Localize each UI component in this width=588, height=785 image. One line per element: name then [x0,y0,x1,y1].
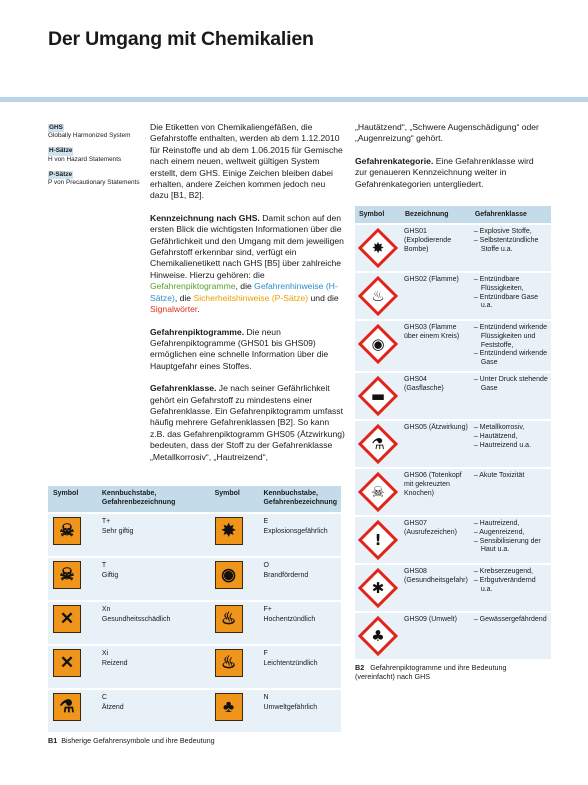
symbol-cell [355,272,401,320]
skull-icon [53,561,81,589]
hazard-class-item [474,324,548,350]
skull-icon [358,472,398,512]
hazard-code: C [101,694,107,701]
intro-paragraph: Die Etiketten von Chemikaliengefäßen, die Gefahrstoffe enthalten, werden ab dem 1.12.2010 für Reinstoffe und ab dem 1.06.2015 für Gemische nach einem neuen, weltweit gültigen System erstellt, dem GHS. Einige Zeichen bleiben dabei erhalten, andere Zeichen kommen jedoch neu dazu [B1, B2]. [150,122,343,201]
symbol-cell [355,468,401,516]
hazard-class-text: Unter Druck stehende Gase [479,375,548,392]
bezeichnung-cell: GHS05 (Ätzwirkung) [401,420,471,468]
table-row [355,612,551,659]
symbol-cell [210,557,259,601]
symbol-cell [48,645,97,689]
bullet-dash: – [473,276,480,283]
skull-icon [53,517,81,545]
symbol-cell [48,557,97,601]
glossary-item-p-saetze [48,171,148,187]
gefahrenklasse-cell [471,516,551,564]
symbol-cell [355,564,401,612]
table-row [355,516,551,564]
b1-header-symbol: Symbol [48,486,97,513]
gefahrenklasse-cell [471,272,551,320]
symbol-cell [210,689,259,732]
table-row [48,557,341,601]
hazard-code: F+ [263,606,272,613]
bullet-dash: – [473,236,480,244]
description-cell [97,557,210,601]
glossary-item-ghs [48,124,148,140]
table-row [355,224,551,272]
hazard-class-item [474,433,548,442]
flame-icon [215,605,243,633]
table-row [355,420,551,468]
hazard-class-item [474,529,548,538]
symbol-cell [210,645,259,689]
glossary-term: GHS [49,124,63,131]
exploding-bomb-icon [358,228,398,268]
pictogram-glyph: ✱ [371,578,385,597]
b2-header-symbol: Symbol [355,206,401,224]
picto-text: Die neun Gefahrenpiktogramme (GHS01 bis GHS09) ermöglichen eine schnelle Information über die Hauptgefahr eines Stoffes. [150,326,329,371]
explosion-icon [215,517,243,545]
ghs-heading: Kennzeichnung nach GHS. [150,212,260,223]
glossary-item-h-saetze [48,147,148,163]
bullet-dash: – [473,567,480,575]
hazard-code: Xi [101,650,109,657]
hazard-code: T+ [101,518,111,525]
hazard-name: Reizend [101,659,128,667]
ghs-sep: , die [235,281,252,292]
glossary-desc: H von Hazard Statements [48,155,122,163]
bezeichnung-cell: GHS04 (Gasflasche) [401,372,471,420]
bullet-dash: – [473,576,480,584]
klasse-heading: Gefahrenklasse. [150,383,217,394]
table-row [48,601,341,645]
hazard-code: O [263,562,269,569]
b1-caption-number: B1 [48,736,58,745]
b1-figure [48,486,341,745]
b2-caption-text: Gefahrenpiktogramme und ihre Bedeutung (vereinfacht) nach GHS [355,662,507,681]
term-sicherheitshinweise: Sicherheitshinweise (P-Sätze) [193,292,309,303]
hazard-class-text: Entzündend wirkende Flüssigkeiten und Feststoffe, [479,324,547,349]
term-signalwoerter: Signalwörter [150,304,198,315]
gefahrenklasse-cell [471,468,551,516]
description-cell [258,689,341,732]
b2-caption [355,663,548,681]
main-text-column [150,122,345,474]
description-cell [97,513,210,557]
hazard-class-item [474,577,548,595]
page-title: Der Umgang mit Chemikalien [48,28,314,50]
environment-icon [358,616,398,656]
pictogram-glyph: ◉ [371,335,385,353]
bezeichnung-cell: GHS03 (Flamme über einem Kreis) [401,320,471,372]
symbol-glyph: ◉ [221,565,236,584]
symbol-glyph: ✸ [221,521,236,540]
hazard-class-text: Entzündbare Gase u.a. [479,293,539,310]
continued-paragraph: „Hautätzend“, „Schwere Augenschädigung“ oder „Augenreizung“ gehört. [355,122,539,144]
flame-icon [358,276,398,316]
hazard-name: Sehr giftig [101,527,134,535]
cross-icon [53,649,81,677]
table-row [48,513,341,557]
bullet-dash: – [473,537,480,545]
symbol-cell [355,224,401,272]
hazard-name: Umweltgefährlich [263,703,318,711]
b2-caption-number: B2 [355,662,365,672]
hazard-class-list [474,376,548,394]
hazard-class-item [474,376,548,394]
gas-cylinder-icon [358,376,398,416]
symbol-glyph: ♨ [220,653,237,672]
b1-caption-text: Bisherige Gefahrensymbole und ihre Bedeutung [61,736,215,745]
b2-header-bezeichnung: Bezeichnung [401,206,471,224]
cross-icon [53,605,81,633]
table-row [355,272,551,320]
symbol-cell [210,513,259,557]
symbol-cell [355,320,401,372]
description-cell [258,513,341,557]
hazard-class-text: Hautreizend u.a. [479,441,532,449]
hazard-class-item [474,538,548,556]
hazard-class-item [474,294,548,312]
symbol-cell [355,612,401,659]
bullet-dash: – [473,441,480,449]
hazard-name: Hochentzündlich [263,615,316,623]
symbol-glyph: ♨ [220,609,237,628]
exclamation-icon [358,520,398,560]
hazard-class-text: Augenreizend, [479,528,525,536]
bullet-dash: – [473,350,480,358]
kategorie-heading: Gefahrenkategorie. [355,155,434,166]
pictogram-glyph: ☠ [371,482,385,501]
symbol-glyph: ♣ [223,697,235,716]
pictogram-glyph: ⚗ [371,434,385,453]
hazard-class-list [474,520,548,555]
health-hazard-icon [358,568,398,608]
flame-over-circle-icon [358,324,398,364]
table-row [48,645,341,689]
hazard-class-text: Krebserzeugend, [479,567,533,575]
symbol-cell [48,601,97,645]
environment-icon [215,693,243,721]
description-cell [97,601,210,645]
pictogram-glyph: ✸ [371,239,385,257]
hazard-class-text: Hautätzend, [479,432,518,440]
description-cell [97,689,210,732]
right-text-column [355,122,545,201]
symbol-glyph: ✕ [59,653,75,672]
gefahrenklasse-cell [471,224,551,272]
ghs-sep: und die [310,292,339,303]
bezeichnung-cell: GHS06 (Totenkopf mit gekreuzten Knochen) [401,468,471,516]
kategorie-text: Eine Gefahrenklasse wird zur genaueren Kennzeichnung weiter in Gefahrenkategorien untergliedert. [355,155,534,189]
symbol-glyph: ✕ [59,609,75,628]
hazard-class-list [474,228,548,254]
bullet-dash: – [473,228,480,235]
hazard-class-text: Hautreizend, [479,519,520,527]
b1-caption [48,736,341,745]
gefahrenklasse-cell [471,420,551,468]
bullet-dash: – [473,615,480,623]
hazard-class-item [474,276,548,294]
hazard-class-text: Gewässergefährdend [479,615,547,623]
flame-icon [215,649,243,677]
bullet-dash: – [473,528,480,536]
b2-header-gefahrenklasse: Gefahrenklasse [471,206,551,224]
gefahrenklasse-cell [471,320,551,372]
hazard-class-item [474,237,548,255]
bezeichnung-cell: GHS02 (Flamme) [401,272,471,320]
description-cell [97,645,210,689]
kategorie-paragraph [355,156,545,190]
hazard-class-item [474,520,548,529]
bullet-dash: – [473,519,480,527]
hazard-name: Gesundheitsschädlich [101,615,171,623]
ghs-sep: , die [174,292,192,303]
hazard-class-item [474,350,548,368]
picto-heading: Gefahrenpiktogramme. [150,326,245,337]
pictogram-glyph: ♣ [371,626,385,645]
hazard-class-text: Erbgutverändernd u.a. [479,576,536,593]
hazard-name: Brandfördernd [263,571,309,579]
hazard-class-item [474,424,548,433]
symbol-glyph: ⚗ [59,697,75,716]
hazard-class-item [474,442,548,451]
hazard-name: Explosionsgefährlich [263,527,328,535]
description-cell [258,557,341,601]
flame-over-circle-icon [215,561,243,589]
bezeichnung-cell: GHS07 (Ausrufezeichen) [401,516,471,564]
table-row [48,689,341,732]
bezeichnung-cell: GHS08 (Gesundheitsgefahr) [401,564,471,612]
header-divider [0,97,588,102]
hazard-class-text: Akute Toxizität [479,471,525,479]
hazard-class-list [474,616,548,625]
hazard-name: Leichtentzündlich [263,659,318,667]
bullet-dash: – [473,423,480,431]
b1-header-symbol: Symbol [210,486,259,513]
symbol-glyph: ☠ [59,521,75,540]
hazard-code: T [101,562,107,569]
hazard-class-list [474,276,548,311]
hazard-class-item [474,472,548,481]
ghs-paragraph [150,213,345,316]
b1-header-description: Kennbuchstabe, Gefahrenbezeichnung [258,486,341,513]
hazard-name: Giftig [101,571,119,579]
hazard-class-text: Metallkorrosiv, [479,423,525,431]
hazard-code: Xn [101,606,111,613]
symbol-glyph: ☠ [59,565,75,584]
symbol-cell [355,516,401,564]
bezeichnung-cell: GHS09 (Umwelt) [401,612,471,659]
gefahrenklasse-cell [471,564,551,612]
symbol-cell [210,601,259,645]
table-row [355,468,551,516]
gefahrenklasse-cell [471,372,551,420]
hazard-class-text: Sensibilisierung der Haut u.a. [479,537,541,554]
pictogram-glyph: ! [374,530,382,549]
term-gefahrenhinweise: Gefahrenhinweise (H-Sätze) [150,281,338,303]
bullet-dash: – [473,432,480,440]
hazard-class-text: Selbstentzündliche Stoffe u.a. [479,236,539,253]
symbol-cell [355,372,401,420]
hazard-code: N [263,694,269,701]
table-row [355,320,551,372]
gefahrenklasse-cell [471,612,551,659]
table-row [355,564,551,612]
bullet-dash: – [473,375,480,383]
klasse-text: Je nach seiner Gefährlichkeit gehört ein Gefahrstoff zu mindestens einer Gefahrenklasse. Ein Gefahrenpiktogramm umfasst häufig mehrere Gefahrenklassen [B2]. So kann z.B. das Gefahrenpiktogramm GHS05 (Ätzwirkung) bedeuten, dass der Stoff zu der Gefahrenklasse „Metallkorrosiv“, „Hautreizend“, [150,383,345,462]
bullet-dash: – [473,324,480,331]
b1-table [48,486,341,732]
symbol-cell [48,513,97,557]
corrosion-icon [358,424,398,464]
glossary-sidebar [48,124,148,194]
hazard-class-list [474,324,548,368]
description-cell [258,645,341,689]
b2-table [355,206,551,659]
hazard-class-list [474,568,548,594]
glossary-term: H-Sätze [49,147,73,155]
bullet-dash: – [473,293,480,301]
description-cell [258,601,341,645]
hazard-class-list [474,472,548,481]
bezeichnung-cell: GHS01 (Explodierende Bombe) [401,224,471,272]
pictogram-glyph: ▬ [370,386,386,405]
glossary-term: P-Sätze [49,170,73,178]
hazard-code: F [263,650,268,657]
klasse-paragraph [150,383,345,463]
hazard-name: Ätzend [101,703,124,711]
hazard-class-list [474,424,548,450]
table-row [355,372,551,420]
hazard-code: E [263,518,269,525]
hazard-class-text: Entzündbare Flüssigkeiten, [479,276,524,292]
hazard-class-item [474,616,548,625]
ghs-text: Damit schon auf den ersten Blick die wichtigsten Informationen über die Gefährlichkeit und den Umgang mit dem jeweiligen Gefahrstoff erkennbar sind, verfügt ein Chemikalienetikett nach GHS [B5] über zahlreiche Hinweise. Hierzu gehören: die [150,212,344,280]
symbol-cell [48,689,97,732]
ghs-end: . [197,304,200,315]
term-gefahrenpiktogramme: Gefahrenpiktogramme [150,281,236,292]
b1-header-description: Kennbuchstabe, Gefahrenbezeichnung [97,486,210,513]
hazard-class-item [474,228,548,237]
glossary-desc: P von Precautionary Statements [48,179,140,187]
hazard-class-text: Entzündend wirkende Gase [479,350,547,367]
symbol-cell [355,420,401,468]
corrosion-icon [53,693,81,721]
pictogram-glyph: ♨ [371,287,385,305]
glossary-desc: Globally Harmonized System [48,132,131,140]
picto-paragraph [150,327,345,373]
hazard-class-text: Explosive Stoffe, [479,228,532,235]
bullet-dash: – [473,471,480,479]
b2-figure [355,206,548,681]
hazard-class-item [474,568,548,577]
